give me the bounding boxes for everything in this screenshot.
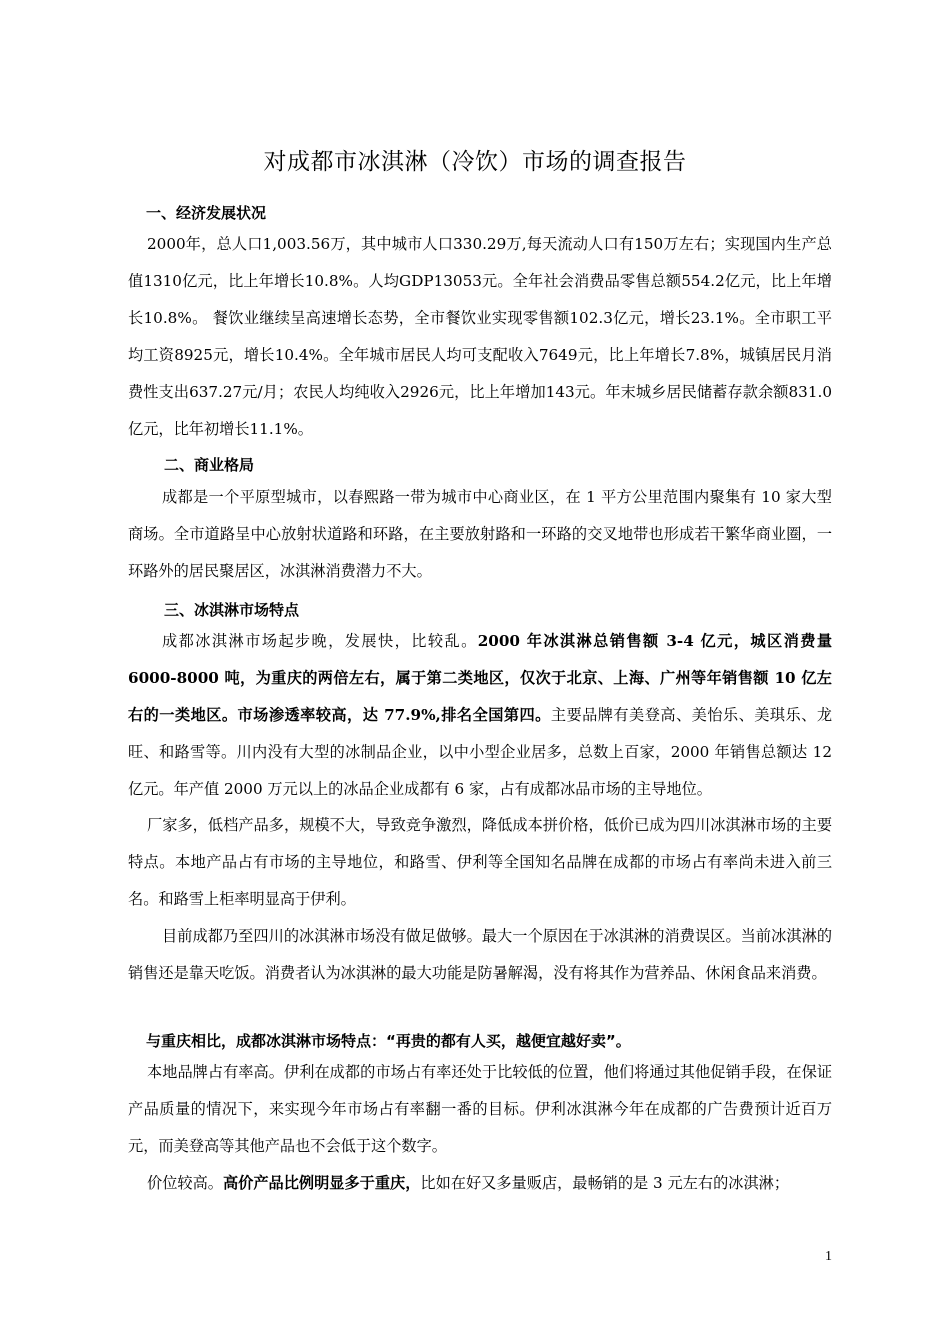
paragraph-consumption-misconception: 目前成都乃至四川的冰淇淋市场没有做足做够。最大一个原因在于冰淇淋的消费误区。当前冰淇淋的销售还是靠天吃饭。消费者认为冰淇淋的最大功能是防暑解渴，没有将其作为营养品、休闲食品来消费。: [128, 927, 832, 982]
market-overview-highlight: 2000 年冰淇淋总销售额 3-4 亿元，城区消费量 6000-8000 吨，为重庆的两倍左右，属于第二类地区，仅次于北京、上海、广州等年销售额 10 亿左右的一类地区。市场渗透率较高，达 77.9%,排名全国第四。: [128, 632, 833, 724]
price-level-example: 比如在好又多量贩店，最畅销的是 3 元左右的冰淇淋；: [420, 1174, 790, 1192]
paragraph-commerce: 成都是一个平原型城市，以春熙路一带为城市中心商业区，在 1 平方公里范围内聚集有 10 家大型商场。全市道路呈中心放射状道路和环路，在主要放射路和一环路的交叉地带也形成若干繁华商业圈，一环路外的居民聚居区，冰淇淋消费潜力不大。: [128, 488, 832, 580]
section-heading-chongqing-comparison: 与重庆相比，成都冰淇淋市场特点：“再贵的都有人买，越便宜越好卖”。: [146, 1032, 631, 1050]
page-number: 1: [825, 1249, 832, 1264]
page-title: 对成都市冰淇淋（冷饮）市场的调查报告: [263, 149, 687, 175]
market-overview-brands: 主要品牌有美登高、美怡乐、美琪乐、龙旺、和路雪等。川内没有大型的冰制品企业，以中小型企业居多，总数上百家，2000 年销售总额达 12 亿元。年产值 2000 万元以上的冰品企业成都有 6 家，占有成都冰品市场的主导地位。: [128, 706, 833, 798]
paragraph-market-overview: [128, 623, 832, 808]
price-level-intro: 价位较高。: [147, 1174, 223, 1192]
paragraph-local-brand-share: 本地品牌占有率高。伊利在成都的市场占有率还处于比较低的位置，他们将通过其他促销手段，在保证产品质量的情况下，来实现今年市场占有率翻一番的目标。伊利冰淇淋今年在成都的广告费预计近百万元，而美登高等其他产品也不会低于这个数字。: [128, 1063, 832, 1155]
section-heading-economy: 一、经济发展状况: [146, 204, 267, 222]
section-heading-icecream-market: 三、冰淇淋市场特点: [164, 601, 300, 619]
paragraph-market-competition: 厂家多，低档产品多，规模不大，导致竞争激烈，降低成本拼价格，低价已成为四川冰淇淋市场的主要特点。本地产品占有市场的主导地位，和路雪、伊利等全国知名品牌在成都的市场占有率尚未进入前三名。和路雪上柜率明显高于伊利。: [128, 816, 832, 908]
market-overview-intro: 成都冰淇淋市场起步晚，发展快，比较乱。: [162, 632, 478, 650]
price-level-highlight: 高价产品比例明显多于重庆，: [222, 1174, 421, 1192]
paragraph-economy: 2000年，总人口1,003.56万，其中城市人口330.29万,每天流动人口有150万左右；实现国内生产总值1310亿元，比上年增长10.8%。人均GDP13053元。全年社会消费品零售总额554.2亿元，比上年增长10.8%。 餐饮业继续呈高速增长态势，全市餐饮业实现零售额102.3亿元，增长23.1%。全市职工平均工资8925元，增长10.4%。全年城市居民人均可支配收入7649元，比上年增长7.8%，城镇居民月消费性支出637.27元/月；农民人均纯收入2926元，比上年增加143元。年末城乡居民储蓄存款余额831.0亿元，比年初增长11.1%。: [128, 235, 832, 438]
section-heading-commerce: 二、商业格局: [164, 456, 255, 474]
paragraph-price-level: [128, 1165, 832, 1202]
